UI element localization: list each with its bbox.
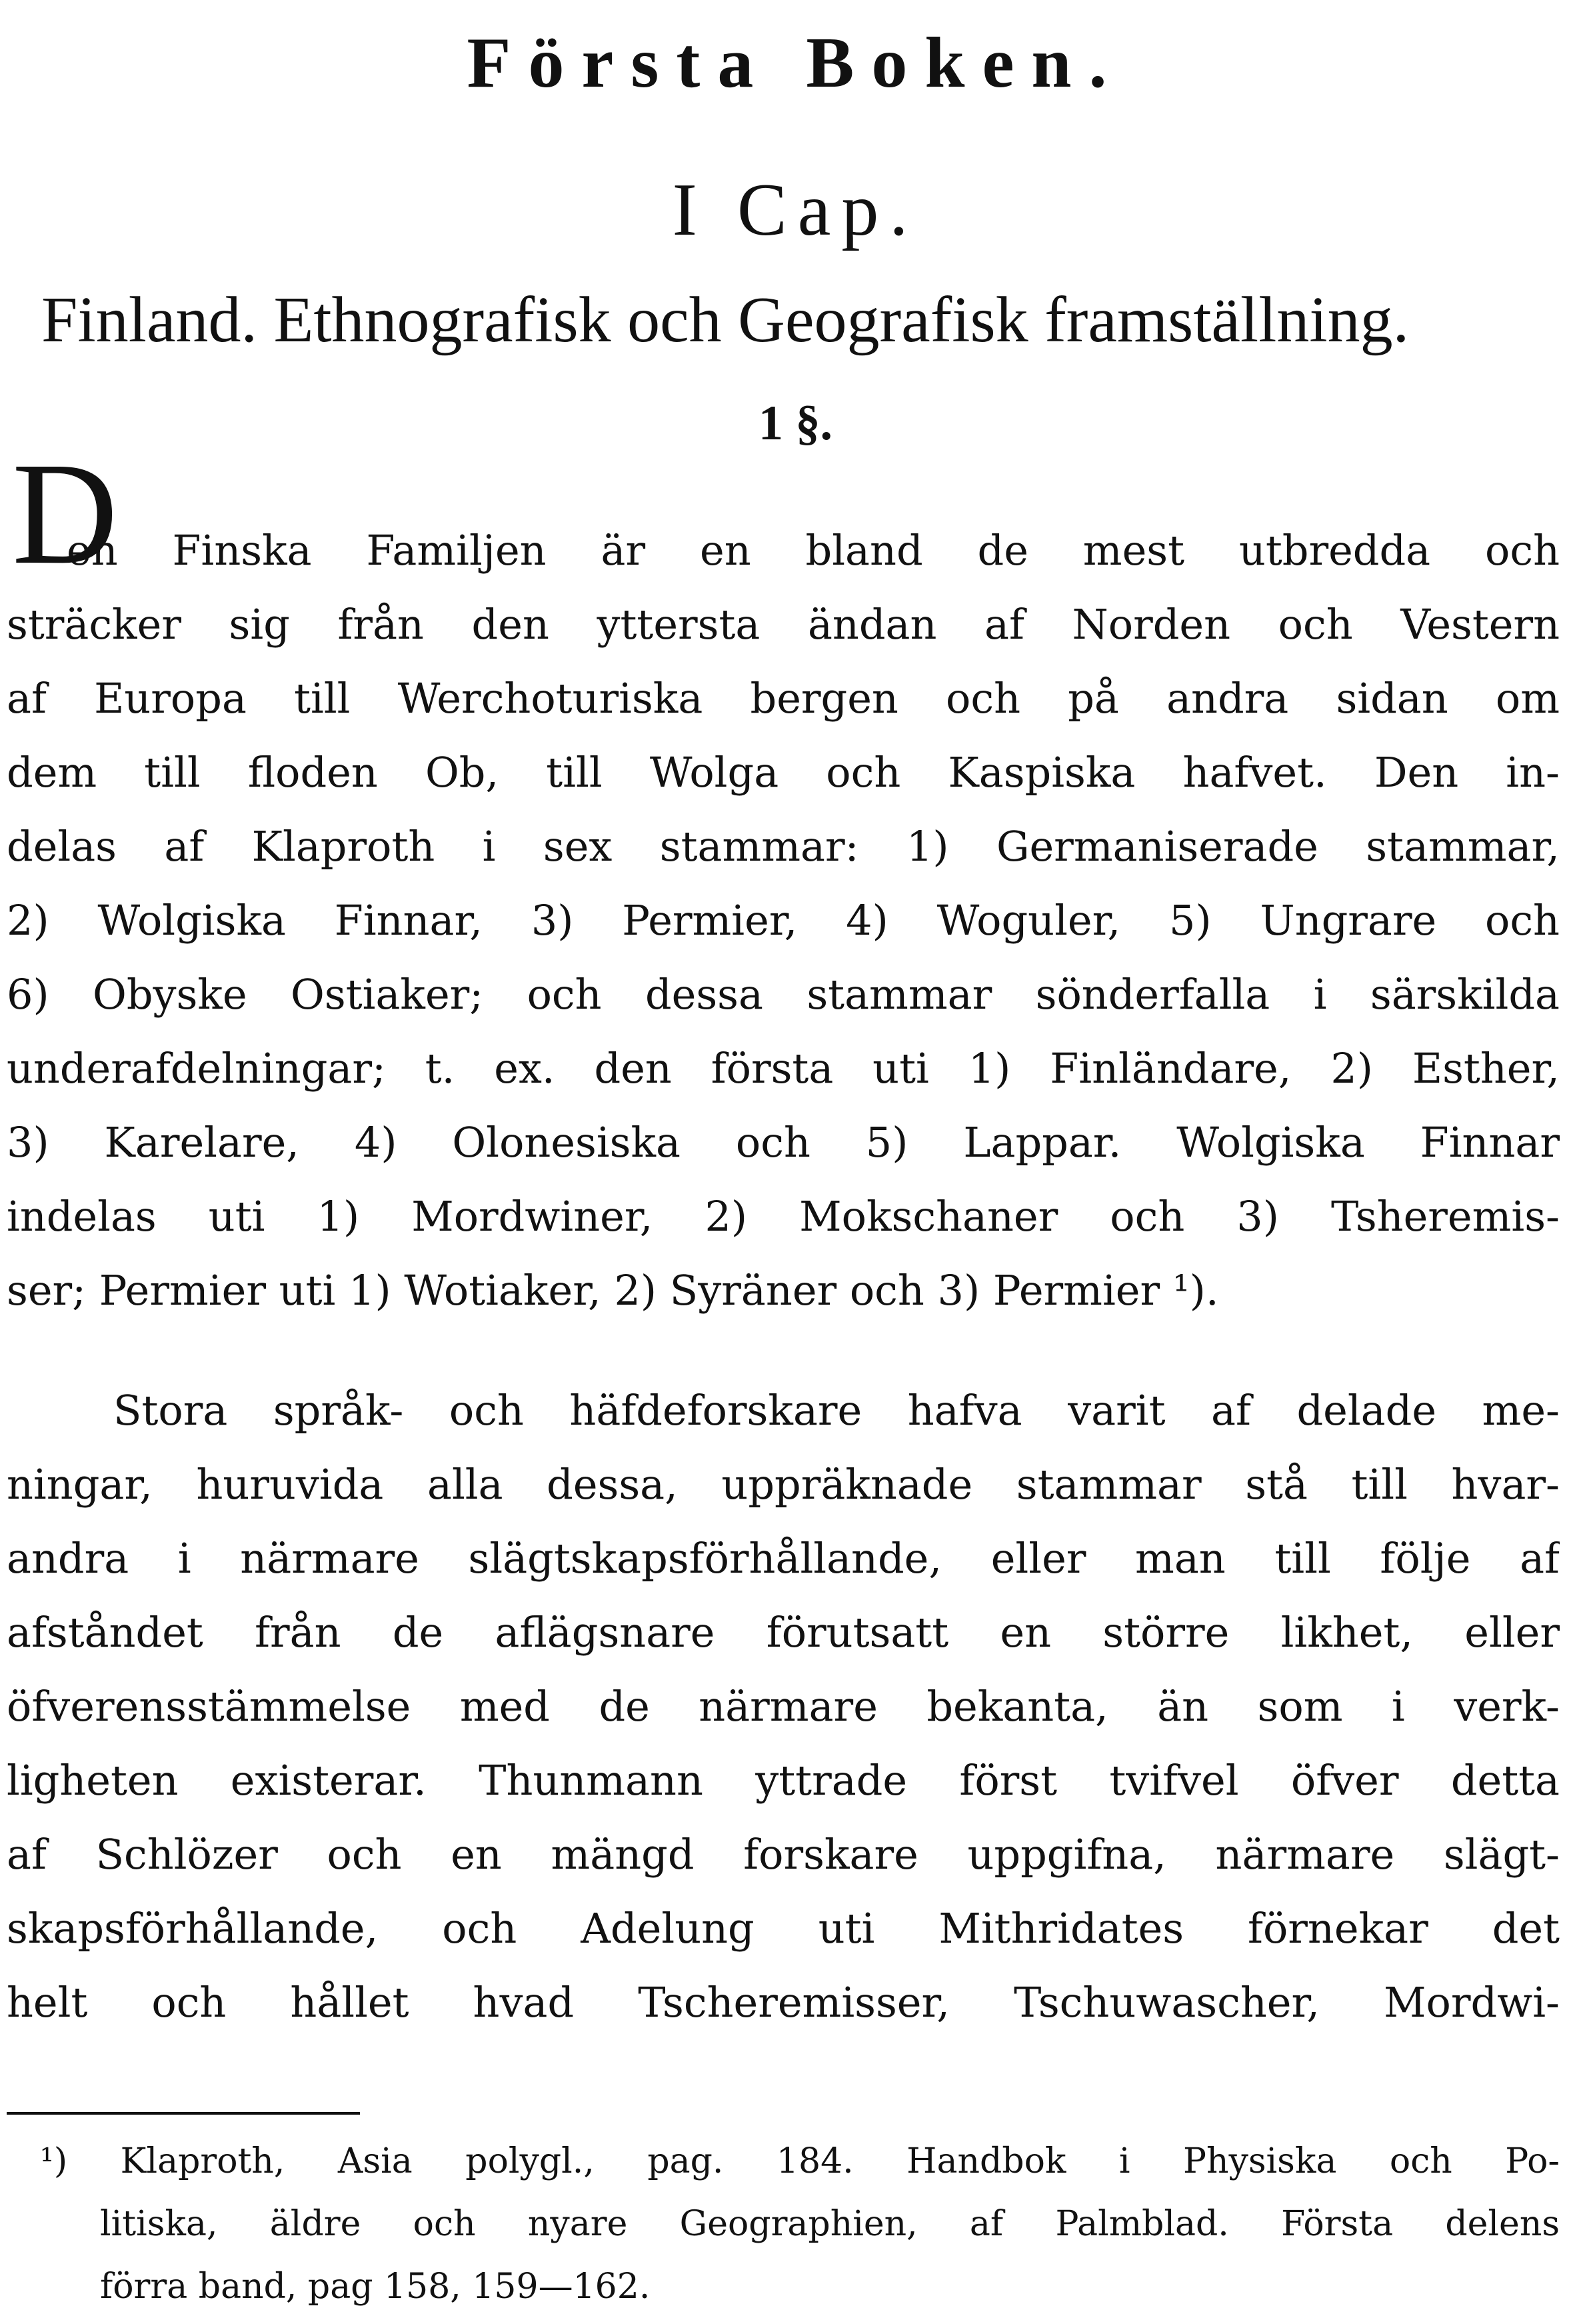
paragraph-line: 2) Wolgiska Finnar, 3) Permier, 4) Woguler, 5) Ungrare och	[7, 896, 1560, 945]
paragraph-line: afståndet från de aflägsnare förutsatt en större likhet, eller	[7, 1608, 1560, 1657]
footnote-line: ¹) Klaproth, Asia polygl., pag. 184. Handbok i Physiska och Po-	[40, 2141, 1560, 2181]
paragraph-line: öfverensstämmelse med de närmare bekanta, än som i verk-	[7, 1682, 1560, 1731]
paragraph-line: dem till floden Ob, till Wolga och Kaspiska hafvet. Den in-	[7, 748, 1560, 797]
paragraph-line: ser; Permier uti 1) Wotiaker, 2) Syräner och 3) Permier ¹).	[7, 1266, 1219, 1315]
paragraph-line: ningar, huruvida alla dessa, uppräknade stammar stå till hvar-	[7, 1460, 1560, 1509]
paragraph-line: en Finska Familjen är en bland de mest utbredda och	[67, 526, 1560, 575]
section-number: 1 §.	[759, 396, 832, 451]
paragraph-line: Stora språk- och häfdeforskare hafva varit af delade me-	[113, 1386, 1560, 1435]
paragraph-line: ligheten existerar. Thunmann yttrade först tvifvel öfver detta	[7, 1756, 1560, 1805]
paragraph-1	[7, 513, 1560, 1327]
footnote-rule	[7, 2112, 360, 2115]
paragraph-line: indelas uti 1) Mordwiner, 2) Mokschaner och 3) Tsheremis-	[7, 1192, 1560, 1241]
paragraph-line: underafdelningar; t. ex. den första uti 1) Finländare, 2) Esther,	[7, 1044, 1560, 1093]
footnote	[40, 2130, 1560, 2318]
paragraph-line: helt och hållet hvad Tscheremisser, Tschuwascher, Mordwi-	[7, 1978, 1560, 2027]
paragraph-2	[7, 1373, 1560, 2039]
paragraph-line: af Europa till Werchoturiska bergen och på andra sidan om	[7, 674, 1560, 723]
chapter-heading: I Cap.	[672, 169, 919, 251]
chapter-subtitle: Finland. Ethnografisk och Geografisk framställning.	[41, 284, 1410, 356]
paragraph-line: delas af Klaproth i sex stammar: 1) Germaniserade stammar,	[7, 822, 1560, 871]
paragraph-line: af Schlözer och en mängd forskare uppgifna, närmare slägt-	[7, 1830, 1560, 1879]
paragraph-line: skapsförhållande, och Adelung uti Mithridates förnekar det	[7, 1904, 1560, 1953]
book-title: Första Boken.	[467, 23, 1124, 103]
footnote-line: litiska, äldre och nyare Geographien, af Palmblad. Första delens	[100, 2204, 1560, 2244]
paragraph-line: andra i närmare slägtskapsförhållande, eller man till följe af	[7, 1534, 1560, 1583]
drop-cap-initial: D	[12, 432, 118, 595]
paragraph-line: 6) Obyske Ostiaker; och dessa stammar sönderfalla i särskilda	[7, 970, 1560, 1019]
paragraph-line: 3) Karelare, 4) Olonesiska och 5) Lappar. Wolgiska Finnar	[7, 1118, 1560, 1167]
paragraph-line: sträcker sig från den yttersta ändan af Norden och Vestern	[7, 600, 1560, 649]
footnote-line: förra band, pag 158, 159—162.	[100, 2267, 651, 2307]
